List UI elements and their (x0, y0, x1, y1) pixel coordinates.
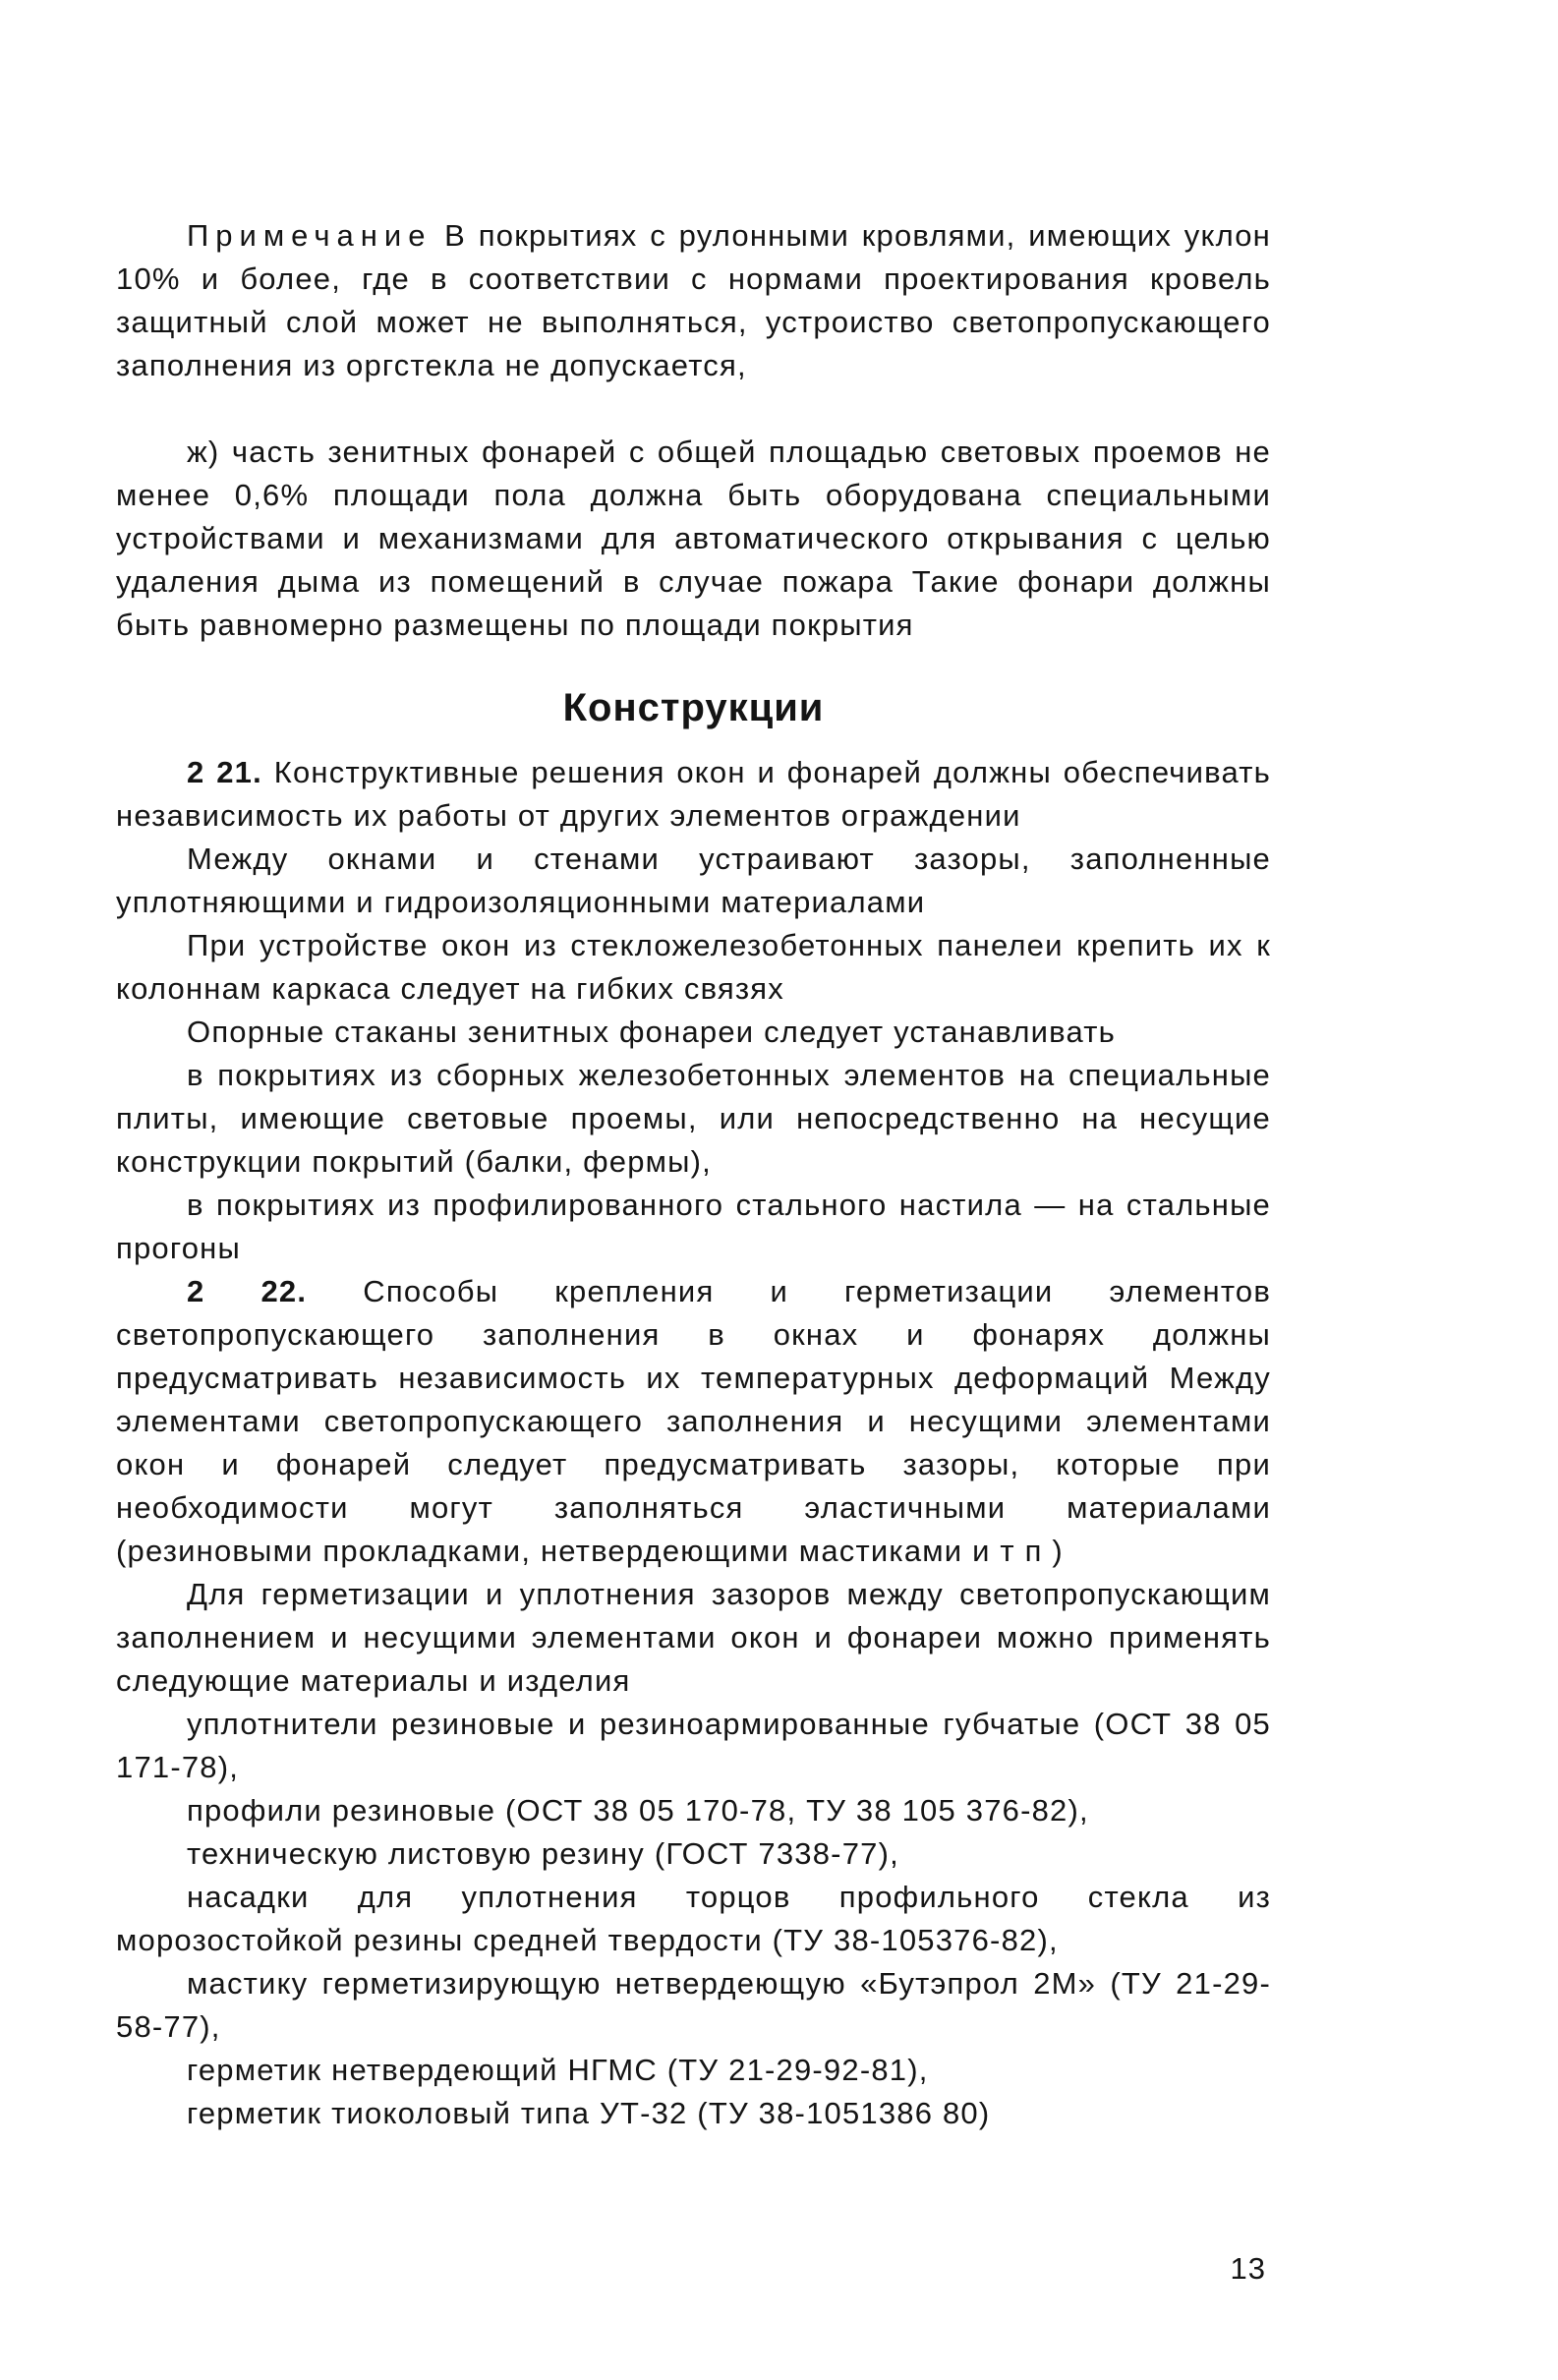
note-label: Примечание (187, 218, 433, 253)
spacer (116, 735, 1271, 751)
material-item: герметик нетвердеющий НГМС (ТУ 21-29-92-81), (187, 2053, 929, 2087)
material-item: мастику герметизирующую нетвердеющую «Бутэпрол 2М» (ТУ 21-29-58-77), (116, 1966, 1271, 2044)
page-number: 13 (1230, 2251, 1266, 2286)
clause-221-p3: При устройстве окон из стекложелезобетонных панелеи крепить их к колоннам каркаса следует на гибких связях (116, 928, 1271, 1006)
clause-222-p2: Для герметизации и уплотнения зазоров между светопропускающим заполнением и несущими элементами окон и фонареи можно применять следующие материалы и изделия (116, 1577, 1271, 1698)
document-page (116, 214, 1271, 2135)
clause-222-number: 2 22. (187, 1274, 308, 1308)
clause-221-p2: Между окнами и стенами устраивают зазоры, заполненные уплотняющими и гидроизоляционными материалами (116, 842, 1271, 919)
clause-221-p6: в покрытиях из профилированного стального настила — на стальные прогоны (116, 1188, 1271, 1265)
note-text: В покрытиях с рулонными кровлями, имеющих уклон 10% и более, где в соответствии с нормами проектирования кровель защитный слой может не выполняться, устроиство светопропускающего заполнения из оргстекла не допускается, (116, 218, 1271, 382)
clause-221-text: Конструктивные решения окон и фонарей должны обеспечивать независимость их работы от других элементов ограждении (116, 755, 1271, 833)
clause-222-paragraph (116, 1270, 1271, 1573)
clause-221-p5: в покрытиях из сборных железобетонных элементов на специальные плиты, имеющие световые проемы, или непосредственно на несущие конструкции покрытий (балки, фермы), (116, 1058, 1271, 1179)
material-item: герметик тиоколовый типа УТ-32 (ТУ 38-1051386 80) (187, 2096, 991, 2130)
section-heading: Конструкции (562, 686, 825, 729)
clause-221-paragraph (116, 751, 1271, 838)
clause-222-text: Способы крепления и герметизации элементов светопропускающего заполнения в окнах и фонарях должны предусматривать независимость их температурных деформаций Между элементами светопропускающего заполнения и несущими элементами окон и фонарей следует предусматривать зазоры, которые при необходимости могут заполняться эластичными материалами (резиновыми прокладками, нетвердеющими мастиками и т п ) (116, 1274, 1272, 1568)
material-item: уплотнители резиновые и резиноармированные губчатые (ОСТ 38 05 171-78), (116, 1707, 1271, 1784)
item-zh-paragraph: ж) часть зенитных фонарей с общей площадью световых проемов не менее 0,6% площади пола должна быть оборудована специальными устройствами и механизмами для автоматического открывания с целью удаления дыма из помещений в случае пожара Такие фонари должны быть равномерно размещены по площади покрытия (116, 435, 1271, 642)
spacer (116, 647, 1271, 680)
material-item: насадки для уплотнения торцов профильного стекла из морозостойкой резины средней твердости (ТУ 38-105376-82), (116, 1880, 1271, 1957)
material-item: техническую листовую резину (ГОСТ 7338-77), (187, 1836, 899, 1871)
clause-221-number: 2 21. (187, 755, 262, 789)
spacer (116, 387, 1271, 431)
note-paragraph (116, 214, 1271, 387)
material-item: профили резиновые (ОСТ 38 05 170-78, ТУ 38 105 376-82), (187, 1793, 1089, 1828)
clause-221-p4: Опорные стаканы зенитных фонареи следует устанавливать (187, 1015, 1116, 1049)
